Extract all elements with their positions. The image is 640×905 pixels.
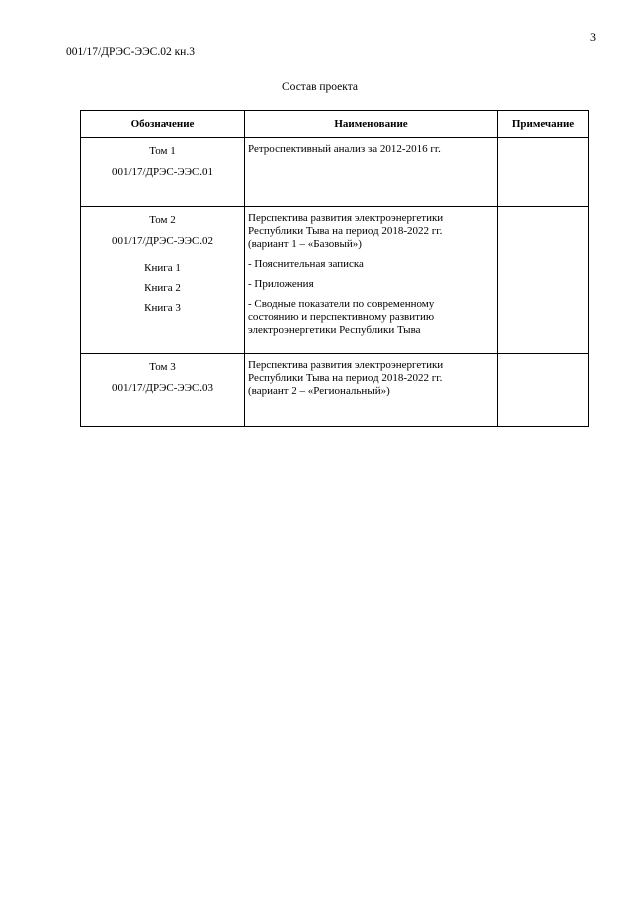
name-cell: [245, 207, 498, 354]
note-cell: [498, 354, 589, 427]
name-line: (вариант 1 – «Базовый»): [248, 238, 362, 250]
designation-cell: [81, 354, 245, 427]
document-code: 001/17/ДРЭС-ЭЭС.02 кн.3: [66, 46, 195, 58]
volume-label: Том 2: [149, 214, 176, 226]
header-designation: Обозначение: [81, 111, 245, 138]
name-line: Ретроспективный анализ за 2012-2016 гг.: [248, 143, 441, 155]
designation-cell: [81, 138, 245, 207]
name-line: Перспектива развития электроэнергетики: [248, 359, 444, 371]
name-line: Республики Тыва на период 2018-2022 гг.: [248, 225, 443, 237]
project-contents-table: [80, 110, 589, 427]
name-line: Перспектива развития электроэнергетики: [248, 212, 444, 224]
table-row: [81, 354, 589, 427]
book-title-line: - Пояснительная записка: [248, 258, 364, 270]
book-title-line: - Сводные показатели по современному: [248, 298, 435, 310]
table-row: [81, 138, 589, 207]
volume-code: 001/17/ДРЭС-ЭЭС.01: [111, 166, 214, 178]
note-cell: [498, 207, 589, 354]
header-name: Наименование: [245, 111, 498, 138]
page-number: 3: [590, 30, 596, 44]
table-row: [81, 207, 589, 354]
volume-code: 001/17/ДРЭС-ЭЭС.03: [111, 382, 214, 394]
designation-cell: [81, 207, 245, 354]
book-title-line: электроэнергетики Республики Тыва: [248, 324, 421, 336]
book-label: Книга 3: [144, 302, 181, 314]
volume-label: Том 1: [149, 145, 176, 157]
book-label: Книга 2: [144, 282, 181, 294]
volume-label: Том 3: [149, 361, 176, 373]
book-label: Книга 1: [144, 262, 181, 274]
name-line: (вариант 2 – «Региональный»): [248, 385, 390, 397]
book-title-line: - Приложения: [248, 278, 314, 290]
table-header-row: [81, 111, 589, 138]
page-title: Состав проекта: [282, 81, 358, 93]
volume-code: 001/17/ДРЭС-ЭЭС.02: [111, 235, 214, 247]
name-cell: [245, 138, 498, 207]
book-title-line: состоянию и перспективному развитию: [248, 311, 435, 323]
name-line: Республики Тыва на период 2018-2022 гг.: [248, 372, 443, 384]
note-cell: [498, 138, 589, 207]
header-note: Примечание: [498, 111, 589, 138]
name-cell: [245, 354, 498, 427]
